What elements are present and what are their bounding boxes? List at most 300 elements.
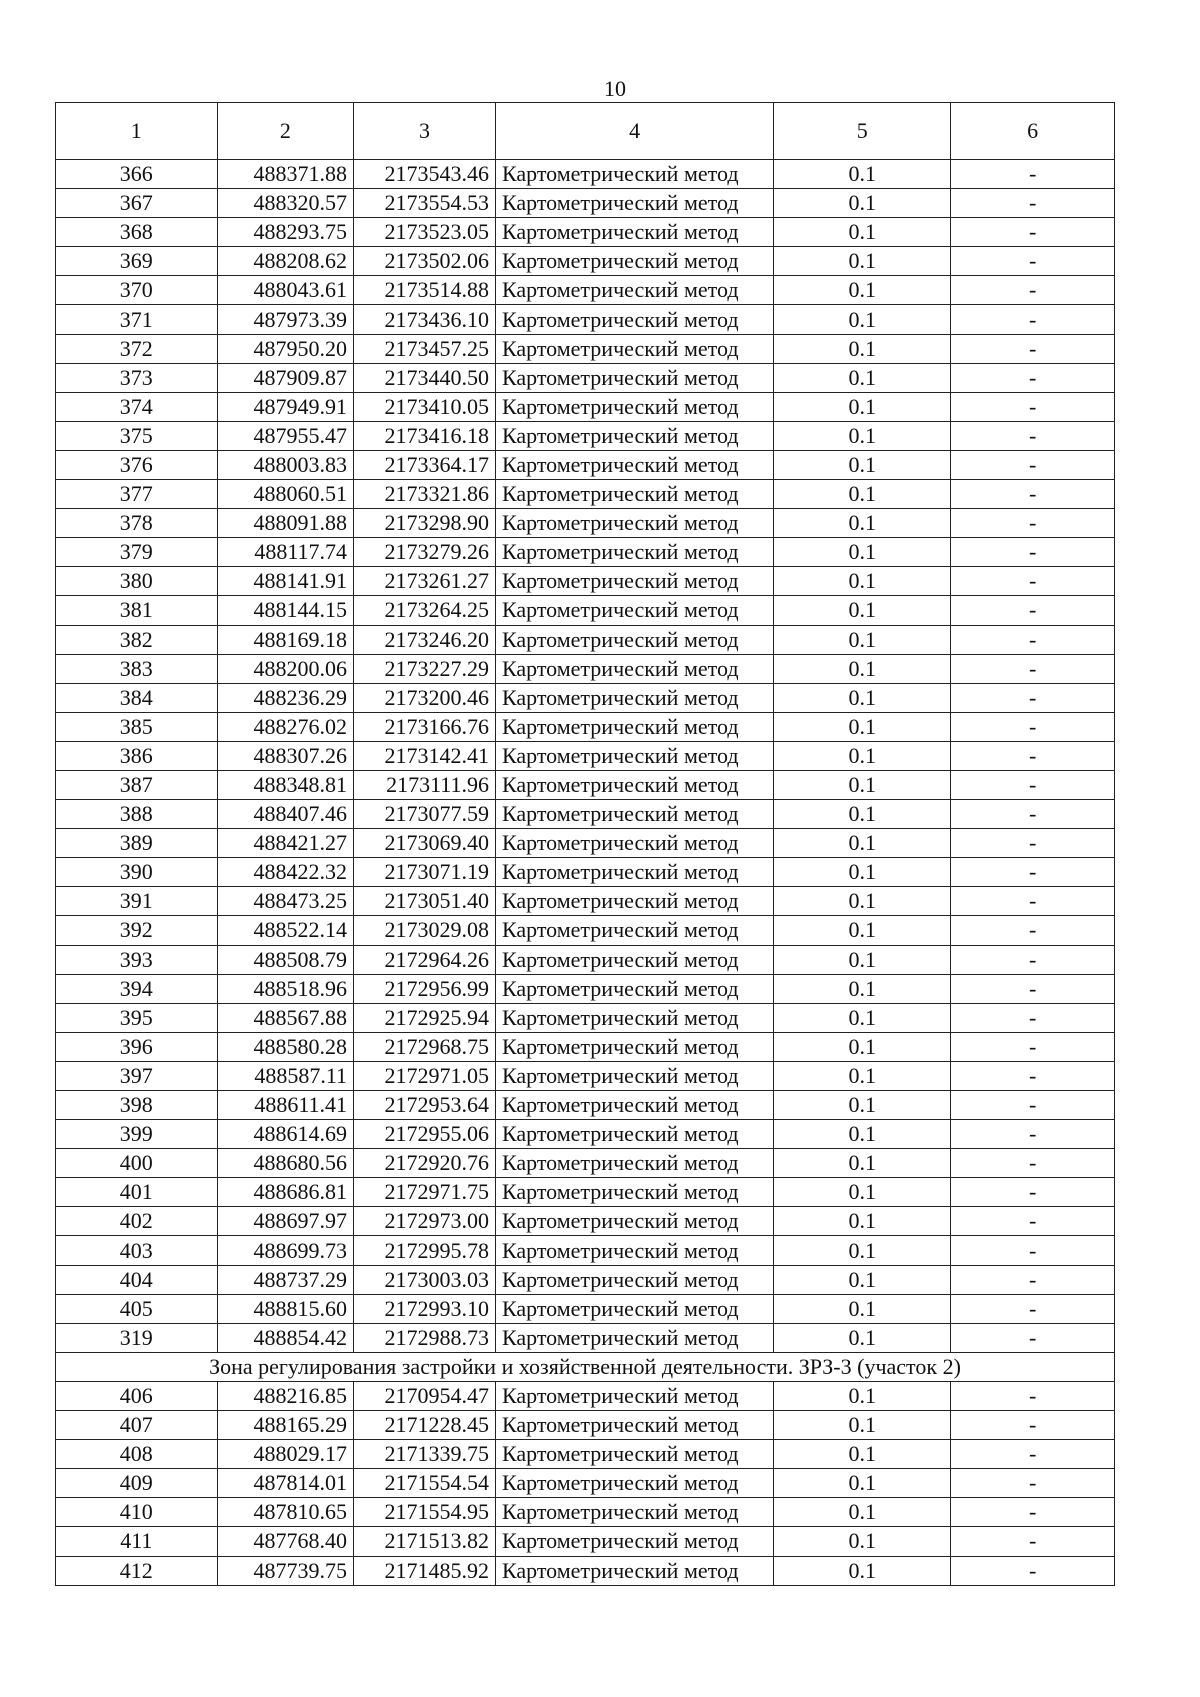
- header-cell: 4: [495, 103, 773, 160]
- x-coordinate-cell: 488060.51: [217, 480, 353, 509]
- note-cell: -: [951, 1236, 1115, 1265]
- point-number-cell: 377: [56, 480, 218, 509]
- accuracy-cell: 0.1: [774, 1527, 951, 1556]
- x-coordinate-cell: 488003.83: [217, 450, 353, 479]
- note-cell: -: [951, 916, 1115, 945]
- method-cell: Картометрический метод: [495, 1411, 773, 1440]
- point-number-cell: 403: [56, 1236, 218, 1265]
- x-coordinate-cell: 488686.81: [217, 1178, 353, 1207]
- accuracy-cell: 0.1: [774, 916, 951, 945]
- table-row: [56, 1469, 1115, 1498]
- x-coordinate-cell: 488587.11: [217, 1061, 353, 1090]
- table-row: [56, 1207, 1115, 1236]
- method-cell: Картометрический метод: [495, 189, 773, 218]
- zone-title: Зона регулирования застройки и хозяйственной деятельности. ЗРЗ-3 (участок 2): [56, 1352, 1115, 1381]
- table-row: [56, 741, 1115, 770]
- point-number-cell: 387: [56, 770, 218, 799]
- point-number-cell: 383: [56, 654, 218, 683]
- note-cell: -: [951, 305, 1115, 334]
- x-coordinate-cell: 488236.29: [217, 683, 353, 712]
- table-row: [56, 596, 1115, 625]
- method-cell: Картометрический метод: [495, 1469, 773, 1498]
- note-cell: -: [951, 654, 1115, 683]
- header-row: [56, 103, 1115, 160]
- accuracy-cell: 0.1: [774, 1411, 951, 1440]
- accuracy-cell: 0.1: [774, 654, 951, 683]
- y-coordinate-cell: 2171554.95: [354, 1498, 496, 1527]
- accuracy-cell: 0.1: [774, 1556, 951, 1585]
- y-coordinate-cell: 2171513.82: [354, 1527, 496, 1556]
- accuracy-cell: 0.1: [774, 1061, 951, 1090]
- point-number-cell: 399: [56, 1120, 218, 1149]
- point-number-cell: 398: [56, 1091, 218, 1120]
- method-cell: Картометрический метод: [495, 392, 773, 421]
- note-cell: -: [951, 1469, 1115, 1498]
- note-cell: -: [951, 683, 1115, 712]
- accuracy-cell: 0.1: [774, 1003, 951, 1032]
- method-cell: Картометрический метод: [495, 1236, 773, 1265]
- method-cell: Картометрический метод: [495, 916, 773, 945]
- accuracy-cell: 0.1: [774, 334, 951, 363]
- point-number-cell: 400: [56, 1149, 218, 1178]
- y-coordinate-cell: 2172920.76: [354, 1149, 496, 1178]
- note-cell: -: [951, 770, 1115, 799]
- method-cell: Картометрический метод: [495, 829, 773, 858]
- table-row: [56, 1120, 1115, 1149]
- y-coordinate-cell: 2173261.27: [354, 567, 496, 596]
- method-cell: Картометрический метод: [495, 305, 773, 334]
- table-row: [56, 887, 1115, 916]
- point-number-cell: 389: [56, 829, 218, 858]
- x-coordinate-cell: 488091.88: [217, 509, 353, 538]
- accuracy-cell: 0.1: [774, 1323, 951, 1352]
- method-cell: Картометрический метод: [495, 1556, 773, 1585]
- point-number-cell: 406: [56, 1381, 218, 1410]
- table-row: [56, 1527, 1115, 1556]
- point-number-cell: 393: [56, 945, 218, 974]
- note-cell: -: [951, 480, 1115, 509]
- note-cell: -: [951, 160, 1115, 189]
- point-number-cell: 401: [56, 1178, 218, 1207]
- table-row: [56, 1149, 1115, 1178]
- x-coordinate-cell: 488422.32: [217, 858, 353, 887]
- accuracy-cell: 0.1: [774, 858, 951, 887]
- x-coordinate-cell: 487973.39: [217, 305, 353, 334]
- point-number-cell: 370: [56, 276, 218, 305]
- method-cell: Картометрический метод: [495, 1323, 773, 1352]
- point-number-cell: 408: [56, 1440, 218, 1469]
- accuracy-cell: 0.1: [774, 945, 951, 974]
- y-coordinate-cell: 2173410.05: [354, 392, 496, 421]
- accuracy-cell: 0.1: [774, 1120, 951, 1149]
- table-row: [56, 450, 1115, 479]
- y-coordinate-cell: 2173502.06: [354, 247, 496, 276]
- x-coordinate-cell: 487909.87: [217, 363, 353, 392]
- y-coordinate-cell: 2173436.10: [354, 305, 496, 334]
- y-coordinate-cell: 2172964.26: [354, 945, 496, 974]
- note-cell: -: [951, 625, 1115, 654]
- method-cell: Картометрический метод: [495, 160, 773, 189]
- x-coordinate-cell: 488141.91: [217, 567, 353, 596]
- table-row: [56, 247, 1115, 276]
- point-number-cell: 404: [56, 1265, 218, 1294]
- method-cell: Картометрический метод: [495, 1178, 773, 1207]
- note-cell: -: [951, 1556, 1115, 1585]
- table-row: [56, 567, 1115, 596]
- table-row: [56, 1323, 1115, 1352]
- point-number-cell: 390: [56, 858, 218, 887]
- x-coordinate-cell: 488029.17: [217, 1440, 353, 1469]
- method-cell: Картометрический метод: [495, 1527, 773, 1556]
- x-coordinate-cell: 487810.65: [217, 1498, 353, 1527]
- point-number-cell: 369: [56, 247, 218, 276]
- method-cell: Картометрический метод: [495, 247, 773, 276]
- accuracy-cell: 0.1: [774, 538, 951, 567]
- table-body: [56, 160, 1115, 1586]
- note-cell: -: [951, 1032, 1115, 1061]
- accuracy-cell: 0.1: [774, 712, 951, 741]
- method-cell: Картометрический метод: [495, 683, 773, 712]
- y-coordinate-cell: 2171339.75: [354, 1440, 496, 1469]
- header-cell: 2: [217, 103, 353, 160]
- method-cell: Картометрический метод: [495, 770, 773, 799]
- table-row: [56, 363, 1115, 392]
- method-cell: Картометрический метод: [495, 887, 773, 916]
- method-cell: Картометрический метод: [495, 1294, 773, 1323]
- y-coordinate-cell: 2173111.96: [354, 770, 496, 799]
- x-coordinate-cell: 488699.73: [217, 1236, 353, 1265]
- x-coordinate-cell: 487955.47: [217, 421, 353, 450]
- accuracy-cell: 0.1: [774, 800, 951, 829]
- method-cell: Картометрический метод: [495, 712, 773, 741]
- method-cell: Картометрический метод: [495, 625, 773, 654]
- table-row: [56, 160, 1115, 189]
- x-coordinate-cell: 488216.85: [217, 1381, 353, 1410]
- y-coordinate-cell: 2173051.40: [354, 887, 496, 916]
- accuracy-cell: 0.1: [774, 596, 951, 625]
- y-coordinate-cell: 2173166.76: [354, 712, 496, 741]
- x-coordinate-cell: 488348.81: [217, 770, 353, 799]
- note-cell: -: [951, 567, 1115, 596]
- accuracy-cell: 0.1: [774, 276, 951, 305]
- note-cell: -: [951, 712, 1115, 741]
- point-number-cell: 375: [56, 421, 218, 450]
- point-number-cell: 410: [56, 1498, 218, 1527]
- table-row: [56, 683, 1115, 712]
- method-cell: Картометрический метод: [495, 421, 773, 450]
- y-coordinate-cell: 2170954.47: [354, 1381, 496, 1410]
- accuracy-cell: 0.1: [774, 974, 951, 1003]
- x-coordinate-cell: 488697.97: [217, 1207, 353, 1236]
- note-cell: -: [951, 1178, 1115, 1207]
- accuracy-cell: 0.1: [774, 567, 951, 596]
- method-cell: Картометрический метод: [495, 450, 773, 479]
- method-cell: Картометрический метод: [495, 1120, 773, 1149]
- method-cell: Картометрический метод: [495, 509, 773, 538]
- table-row: [56, 1411, 1115, 1440]
- x-coordinate-cell: 488200.06: [217, 654, 353, 683]
- y-coordinate-cell: 2173069.40: [354, 829, 496, 858]
- table-row: [56, 974, 1115, 1003]
- header-cell: 3: [354, 103, 496, 160]
- point-number-cell: 373: [56, 363, 218, 392]
- note-cell: -: [951, 247, 1115, 276]
- point-number-cell: 397: [56, 1061, 218, 1090]
- y-coordinate-cell: 2173523.05: [354, 218, 496, 247]
- note-cell: -: [951, 1149, 1115, 1178]
- note-cell: -: [951, 189, 1115, 218]
- accuracy-cell: 0.1: [774, 1178, 951, 1207]
- table-row: [56, 1236, 1115, 1265]
- x-coordinate-cell: 488854.42: [217, 1323, 353, 1352]
- accuracy-cell: 0.1: [774, 421, 951, 450]
- y-coordinate-cell: 2173264.25: [354, 596, 496, 625]
- x-coordinate-cell: 487739.75: [217, 1556, 353, 1585]
- header-cell: 6: [951, 103, 1115, 160]
- accuracy-cell: 0.1: [774, 1469, 951, 1498]
- point-number-cell: 395: [56, 1003, 218, 1032]
- header-cell: 5: [774, 103, 951, 160]
- table-row: [56, 654, 1115, 683]
- method-cell: Картометрический метод: [495, 800, 773, 829]
- accuracy-cell: 0.1: [774, 509, 951, 538]
- table-row: [56, 1556, 1115, 1585]
- point-number-cell: 319: [56, 1323, 218, 1352]
- y-coordinate-cell: 2173142.41: [354, 741, 496, 770]
- point-number-cell: 396: [56, 1032, 218, 1061]
- accuracy-cell: 0.1: [774, 1381, 951, 1410]
- point-number-cell: 407: [56, 1411, 218, 1440]
- table-row: [56, 770, 1115, 799]
- point-number-cell: 388: [56, 800, 218, 829]
- y-coordinate-cell: 2172956.99: [354, 974, 496, 1003]
- note-cell: -: [951, 829, 1115, 858]
- point-number-cell: 368: [56, 218, 218, 247]
- method-cell: Картометрический метод: [495, 1207, 773, 1236]
- x-coordinate-cell: 487814.01: [217, 1469, 353, 1498]
- table-row: [56, 800, 1115, 829]
- accuracy-cell: 0.1: [774, 363, 951, 392]
- accuracy-cell: 0.1: [774, 480, 951, 509]
- note-cell: -: [951, 1498, 1115, 1527]
- note-cell: -: [951, 1265, 1115, 1294]
- method-cell: Картометрический метод: [495, 1265, 773, 1294]
- x-coordinate-cell: 488614.69: [217, 1120, 353, 1149]
- method-cell: Картометрический метод: [495, 945, 773, 974]
- zone-row: [56, 1352, 1115, 1381]
- accuracy-cell: 0.1: [774, 683, 951, 712]
- x-coordinate-cell: 488508.79: [217, 945, 353, 974]
- y-coordinate-cell: 2172953.64: [354, 1091, 496, 1120]
- method-cell: Картометрический метод: [495, 858, 773, 887]
- accuracy-cell: 0.1: [774, 392, 951, 421]
- x-coordinate-cell: 488293.75: [217, 218, 353, 247]
- accuracy-cell: 0.1: [774, 218, 951, 247]
- point-number-cell: 391: [56, 887, 218, 916]
- y-coordinate-cell: 2173029.08: [354, 916, 496, 945]
- method-cell: Картометрический метод: [495, 1149, 773, 1178]
- x-coordinate-cell: 488043.61: [217, 276, 353, 305]
- accuracy-cell: 0.1: [774, 829, 951, 858]
- point-number-cell: 381: [56, 596, 218, 625]
- y-coordinate-cell: 2172971.75: [354, 1178, 496, 1207]
- point-number-cell: 379: [56, 538, 218, 567]
- note-cell: -: [951, 276, 1115, 305]
- table-row: [56, 189, 1115, 218]
- note-cell: -: [951, 334, 1115, 363]
- point-number-cell: 402: [56, 1207, 218, 1236]
- y-coordinate-cell: 2173298.90: [354, 509, 496, 538]
- y-coordinate-cell: 2173364.17: [354, 450, 496, 479]
- table-row: [56, 1091, 1115, 1120]
- table-row: [56, 305, 1115, 334]
- point-number-cell: 386: [56, 741, 218, 770]
- x-coordinate-cell: 487950.20: [217, 334, 353, 363]
- x-coordinate-cell: 488518.96: [217, 974, 353, 1003]
- y-coordinate-cell: 2173077.59: [354, 800, 496, 829]
- note-cell: -: [951, 1440, 1115, 1469]
- note-cell: -: [951, 1294, 1115, 1323]
- x-coordinate-cell: 488208.62: [217, 247, 353, 276]
- point-number-cell: 382: [56, 625, 218, 654]
- method-cell: Картометрический метод: [495, 1091, 773, 1120]
- accuracy-cell: 0.1: [774, 625, 951, 654]
- table-row: [56, 712, 1115, 741]
- note-cell: -: [951, 858, 1115, 887]
- note-cell: -: [951, 450, 1115, 479]
- note-cell: -: [951, 1411, 1115, 1440]
- method-cell: Картометрический метод: [495, 1381, 773, 1410]
- note-cell: -: [951, 1091, 1115, 1120]
- note-cell: -: [951, 218, 1115, 247]
- accuracy-cell: 0.1: [774, 160, 951, 189]
- y-coordinate-cell: 2172971.05: [354, 1061, 496, 1090]
- note-cell: -: [951, 363, 1115, 392]
- method-cell: Картометрический метод: [495, 276, 773, 305]
- table-row: [56, 1178, 1115, 1207]
- table-row: [56, 1003, 1115, 1032]
- point-number-cell: 384: [56, 683, 218, 712]
- x-coordinate-cell: 488421.27: [217, 829, 353, 858]
- point-number-cell: 385: [56, 712, 218, 741]
- y-coordinate-cell: 2171485.92: [354, 1556, 496, 1585]
- table-row: [56, 276, 1115, 305]
- point-number-cell: 411: [56, 1527, 218, 1556]
- x-coordinate-cell: 488320.57: [217, 189, 353, 218]
- note-cell: -: [951, 1061, 1115, 1090]
- x-coordinate-cell: 488169.18: [217, 625, 353, 654]
- table-row: [56, 480, 1115, 509]
- note-cell: -: [951, 1323, 1115, 1352]
- method-cell: Картометрический метод: [495, 741, 773, 770]
- x-coordinate-cell: 488473.25: [217, 887, 353, 916]
- x-coordinate-cell: 488307.26: [217, 741, 353, 770]
- method-cell: Картометрический метод: [495, 1003, 773, 1032]
- x-coordinate-cell: 488165.29: [217, 1411, 353, 1440]
- table-row: [56, 1061, 1115, 1090]
- note-cell: -: [951, 1003, 1115, 1032]
- x-coordinate-cell: 488407.46: [217, 800, 353, 829]
- note-cell: -: [951, 1120, 1115, 1149]
- accuracy-cell: 0.1: [774, 1032, 951, 1061]
- method-cell: Картометрический метод: [495, 1440, 773, 1469]
- y-coordinate-cell: 2171228.45: [354, 1411, 496, 1440]
- y-coordinate-cell: 2173227.29: [354, 654, 496, 683]
- table-row: [56, 218, 1115, 247]
- header-cell: 1: [56, 103, 218, 160]
- x-coordinate-cell: 487949.91: [217, 392, 353, 421]
- point-number-cell: 405: [56, 1294, 218, 1323]
- accuracy-cell: 0.1: [774, 247, 951, 276]
- method-cell: Картометрический метод: [495, 363, 773, 392]
- method-cell: Картометрический метод: [495, 218, 773, 247]
- point-number-cell: 376: [56, 450, 218, 479]
- table-row: [56, 829, 1115, 858]
- y-coordinate-cell: 2172973.00: [354, 1207, 496, 1236]
- y-coordinate-cell: 2173457.25: [354, 334, 496, 363]
- point-number-cell: 412: [56, 1556, 218, 1585]
- y-coordinate-cell: 2172955.06: [354, 1120, 496, 1149]
- y-coordinate-cell: 2171554.54: [354, 1469, 496, 1498]
- note-cell: -: [951, 741, 1115, 770]
- y-coordinate-cell: 2173246.20: [354, 625, 496, 654]
- note-cell: -: [951, 421, 1115, 450]
- note-cell: -: [951, 538, 1115, 567]
- table-row: [56, 509, 1115, 538]
- note-cell: -: [951, 1207, 1115, 1236]
- y-coordinate-cell: 2173321.86: [354, 480, 496, 509]
- y-coordinate-cell: 2173514.88: [354, 276, 496, 305]
- method-cell: Картометрический метод: [495, 1032, 773, 1061]
- table-row: [56, 1440, 1115, 1469]
- point-number-cell: 371: [56, 305, 218, 334]
- note-cell: -: [951, 887, 1115, 916]
- x-coordinate-cell: 488522.14: [217, 916, 353, 945]
- note-cell: -: [951, 1527, 1115, 1556]
- x-coordinate-cell: 488276.02: [217, 712, 353, 741]
- method-cell: Картометрический метод: [495, 974, 773, 1003]
- note-cell: -: [951, 392, 1115, 421]
- y-coordinate-cell: 2173554.53: [354, 189, 496, 218]
- table-row: [56, 858, 1115, 887]
- x-coordinate-cell: 488580.28: [217, 1032, 353, 1061]
- note-cell: -: [951, 800, 1115, 829]
- accuracy-cell: 0.1: [774, 1091, 951, 1120]
- y-coordinate-cell: 2173003.03: [354, 1265, 496, 1294]
- accuracy-cell: 0.1: [774, 305, 951, 334]
- accuracy-cell: 0.1: [774, 770, 951, 799]
- accuracy-cell: 0.1: [774, 1498, 951, 1527]
- x-coordinate-cell: 488567.88: [217, 1003, 353, 1032]
- point-number-cell: 366: [56, 160, 218, 189]
- point-number-cell: 372: [56, 334, 218, 363]
- table-row: [56, 392, 1115, 421]
- point-number-cell: 378: [56, 509, 218, 538]
- x-coordinate-cell: 488680.56: [217, 1149, 353, 1178]
- y-coordinate-cell: 2173440.50: [354, 363, 496, 392]
- y-coordinate-cell: 2172995.78: [354, 1236, 496, 1265]
- y-coordinate-cell: 2172993.10: [354, 1294, 496, 1323]
- method-cell: Картометрический метод: [495, 1061, 773, 1090]
- method-cell: Картометрический метод: [495, 567, 773, 596]
- x-coordinate-cell: 487768.40: [217, 1527, 353, 1556]
- note-cell: -: [951, 596, 1115, 625]
- point-number-cell: 409: [56, 1469, 218, 1498]
- point-number-cell: 392: [56, 916, 218, 945]
- coordinates-table: [55, 102, 1115, 1586]
- accuracy-cell: 0.1: [774, 1207, 951, 1236]
- y-coordinate-cell: 2173071.19: [354, 858, 496, 887]
